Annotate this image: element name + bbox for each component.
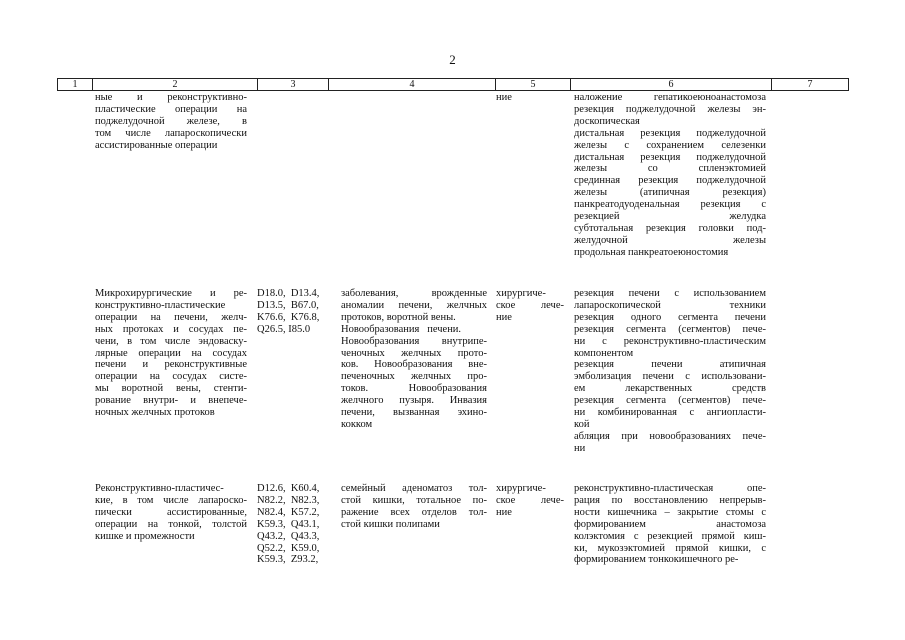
- row-1-col-2-line: ные и реконструктивно-: [95, 92, 247, 103]
- row-2-col-6-line: резекция одного сегмента печени: [574, 311, 766, 323]
- row-1-col-6-line: дистальная резекция поджелудочной: [574, 151, 766, 163]
- row-2-col-2: [95, 288, 247, 419]
- row-2-col-3-line: D13.5, B67.0,: [257, 299, 319, 311]
- row-2-col-4-line: Новообразования печени.: [341, 323, 462, 335]
- row-3-col-3-line: N82.4, K57.2,: [257, 506, 320, 518]
- row-3-col-6-line: ности кишечника – закрытие стомы с: [574, 506, 766, 518]
- row-2-col-2-line: лярные операции на сосудах: [95, 347, 247, 359]
- row-2-col-6-line: резекция сегмента (сегментов) пече-: [574, 323, 766, 335]
- row-3-col-2-line: пически ассистированные,: [95, 506, 247, 518]
- header-col-6: 6: [570, 79, 771, 90]
- row-2-col-4-line: ченочных желчных прото-: [341, 347, 487, 359]
- header-col-1: 1: [57, 79, 92, 90]
- row-1-col-6-line: резекция поджелудочной железы эн-: [574, 103, 766, 115]
- row-2-col-3: [257, 288, 329, 336]
- row-2-col-5: [496, 288, 564, 324]
- row-3-col-2-line: кишке и промежности: [95, 530, 195, 542]
- row-2-col-6-line: лапароскопической техники: [574, 299, 766, 311]
- row-1-col-2-line: поджелудочной железе, в: [95, 115, 247, 127]
- row-1-col-6-line: продольная панкреатоеюностомия: [574, 246, 729, 258]
- row-1-col-2: [95, 92, 247, 152]
- row-2-col-2-line: Микрохирургические и ре-: [95, 288, 247, 299]
- row-1-col-5: [496, 92, 564, 104]
- row-3-col-4: [341, 483, 487, 531]
- row-3-col-2-line: операции на тонкой, толстой: [95, 518, 247, 530]
- row-1-col-6-line: железы (атипичная резекция): [574, 187, 766, 199]
- page-number: 2: [449, 52, 456, 67]
- row-3-col-2: [95, 483, 247, 543]
- row-2-col-6-line: эмболизация печени с использовани-: [574, 371, 766, 383]
- header-col-5: 5: [495, 79, 570, 90]
- row-2-col-4-line: Новообразования внутрипе-: [341, 335, 487, 347]
- row-3-col-3-line: N82.2, N82.3,: [257, 494, 320, 506]
- row-2-col-2-line: чени, в том числе эндоваску-: [95, 335, 247, 347]
- row-2-col-4-line: кокком: [341, 418, 373, 430]
- row-3-col-6-line: реконструктивно-пластическая опе-: [574, 483, 766, 494]
- row-3-col-2-line: Реконструктивно-пластичес-: [95, 483, 224, 494]
- row-2-col-4-line: желчного пузыря. Инвазия: [341, 395, 487, 407]
- row-2-col-5-line: хирургиче-: [496, 288, 546, 299]
- row-2-col-6-line: резекция печени с использованием: [574, 288, 766, 299]
- row-2-col-2-line: печени и реконструктивные: [95, 359, 247, 371]
- row-1-col-2-line: том числе лапароскопически: [95, 127, 247, 139]
- row-3-col-6-line: формированием тонкокишечного ре-: [574, 554, 739, 566]
- header-col-3: 3: [257, 79, 328, 90]
- row-3-col-2-line: кие, в том числе лапароско-: [95, 494, 247, 506]
- row-2-col-6-line: резекция сегмента (сегментов) пече-: [574, 395, 766, 407]
- row-2-col-5-line: ское лече-: [496, 299, 564, 311]
- row-3-col-3: [257, 483, 329, 566]
- row-1-col-6-line: железы с сохранением селезенки: [574, 139, 766, 151]
- row-1-col-6-line: срединная резекция поджелудочной: [574, 175, 766, 187]
- row-3-col-4-line: стой кишки полипами: [341, 518, 440, 530]
- row-2-col-4-line: токов. Новообразования: [341, 383, 487, 395]
- row-1-col-6-line: желудочной железы: [574, 234, 766, 246]
- row-3-col-3-line: Q52.2, K59.0,: [257, 542, 320, 554]
- row-2-col-3-line: D18.0, D13.4,: [257, 288, 320, 299]
- header-col-7: 7: [771, 79, 849, 90]
- row-2-col-4-line: протоков, воротной вены.: [341, 311, 456, 323]
- row-2-col-6-line: ем лекарственных средств: [574, 383, 766, 395]
- row-3-col-6-line: колэктомия с резекцией прямой киш-: [574, 530, 766, 542]
- row-2-col-2-line: конструктивно-пластические: [95, 299, 226, 311]
- row-3-col-6-line: рация по восстановлению непрерыв-: [574, 494, 766, 506]
- row-2-col-6-line: резекция печени атипичная: [574, 359, 766, 371]
- table-header-row: [57, 78, 849, 91]
- row-2-col-6-line: ни с реконструктивно-пластическим: [574, 335, 766, 347]
- row-1-col-6: [574, 92, 766, 259]
- row-3-col-6-line: ки, мукозэктомией прямой кишки, с: [574, 542, 766, 554]
- row-2-col-4-line: печеночных желчных про-: [341, 371, 487, 383]
- row-1-col-6-line: резекцией желудка: [574, 211, 766, 223]
- row-3-col-3-line: D12.6, K60.4,: [257, 483, 320, 494]
- row-1-col-6-line: наложение гепатикоеюноанастомоза: [574, 92, 766, 103]
- row-3-col-4-line: стой кишки, тотальное по-: [341, 494, 487, 506]
- row-1-col-6-line: доскопическая: [574, 115, 640, 127]
- row-3-col-3-line: Q43.2, Q43.3,: [257, 530, 320, 542]
- row-3-col-4-line: ражение всех отделов тол-: [341, 506, 487, 518]
- row-2-col-6-line: абляция при новообразованиях пече-: [574, 430, 766, 442]
- row-3-col-5: [496, 483, 564, 519]
- row-2-col-4-line: заболевания, врожденные: [341, 288, 487, 299]
- row-3-col-5-line: ское лече-: [496, 494, 564, 506]
- row-1-col-2-line: ассистированные операции: [95, 139, 218, 151]
- row-2-col-2-line: мы воротной вены, стенти-: [95, 383, 247, 395]
- row-2-col-2-line: операции на печени, желч-: [95, 311, 247, 323]
- row-1-col-5-line: ние: [496, 92, 512, 103]
- row-2-col-6: [574, 288, 766, 455]
- row-3-col-3-line: K59.3, Z93.2,: [257, 554, 319, 566]
- row-2-col-4-line: ков. Новообразования вне-: [341, 359, 487, 371]
- header-col-4: 4: [328, 79, 495, 90]
- row-3-col-3-line: K59.3, Q43.1,: [257, 518, 320, 530]
- row-1-col-6-line: субтотальная резекция головки под-: [574, 222, 766, 234]
- row-2-col-2-line: рование внутри- и внепече-: [95, 395, 247, 407]
- row-1-col-2-line: пластические операции на: [95, 103, 247, 115]
- row-2-col-5-line: ние: [496, 311, 512, 323]
- row-2-col-2-line: ночных желчных протоков: [95, 407, 215, 419]
- row-2-col-4-line: аномалии печени, желчных: [341, 299, 487, 311]
- row-2-col-6-line: ни комбинированная с ангиопласти-: [574, 407, 766, 419]
- row-3-col-5-line: хирургиче-: [496, 483, 546, 494]
- row-3-col-6: [574, 483, 766, 566]
- row-2-col-6-line: ни: [574, 442, 586, 454]
- row-3-col-6-line: формированием анастомоза: [574, 518, 766, 530]
- row-2-col-6-line: кой: [574, 418, 590, 430]
- row-3-col-5-line: ние: [496, 506, 512, 518]
- header-col-2: 2: [92, 79, 257, 90]
- row-2-col-2-line: операции на сосудах систе-: [95, 371, 247, 383]
- row-2-col-2-line: ных протоках и сосудах пе-: [95, 323, 247, 335]
- row-2-col-4-line: печени, вызванная эхино-: [341, 407, 487, 419]
- row-1-col-6-line: панкреатодуоденальная резекция с: [574, 199, 766, 211]
- row-2-col-3-line: Q26.5, I85.0: [257, 323, 311, 335]
- row-2-col-3-line: K76.6, K76.8,: [257, 311, 320, 323]
- row-2-col-4: [341, 288, 487, 431]
- row-2-col-6-line: компонентом: [574, 347, 634, 359]
- row-1-col-6-line: железы со спленэктомией: [574, 163, 766, 175]
- row-1-col-6-line: дистальная резекция поджелудочной: [574, 127, 766, 139]
- row-3-col-4-line: семейный аденоматоз тол-: [341, 483, 487, 494]
